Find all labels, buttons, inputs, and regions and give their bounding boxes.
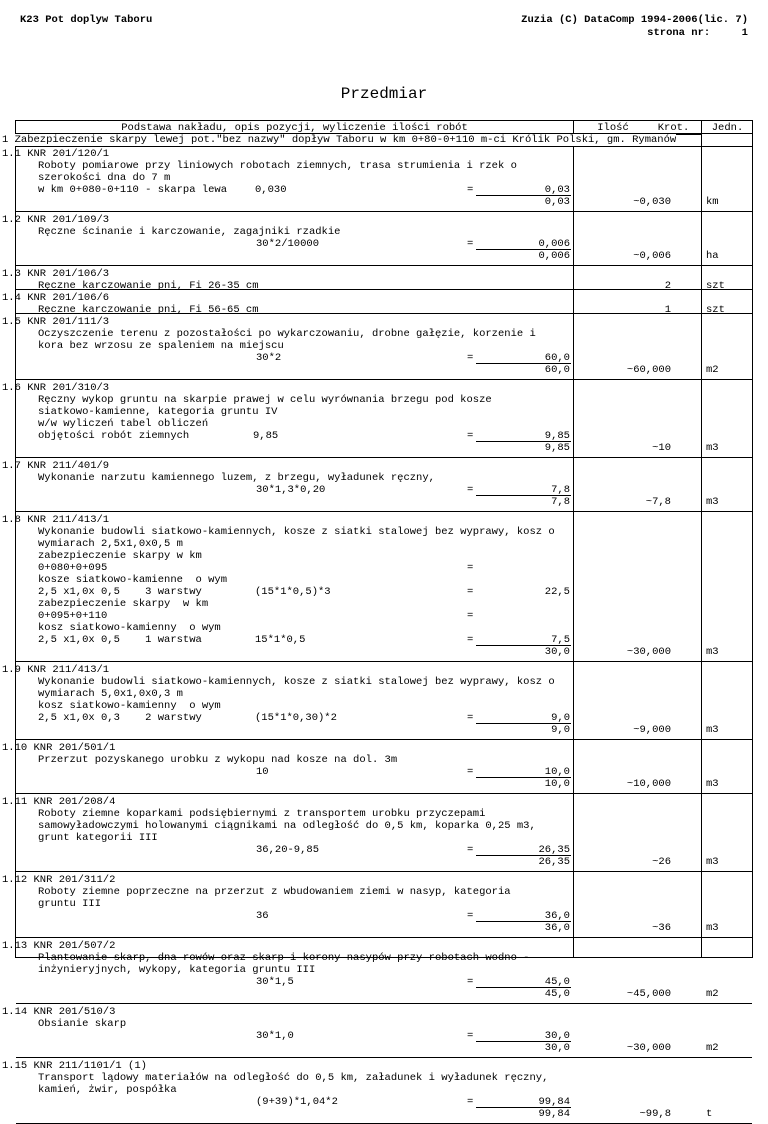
item-description: w/w wyliczeń tabel obliczeń — [38, 418, 209, 430]
calc-value: 45,0 — [544, 976, 570, 988]
item-sum: 99,84 — [538, 1108, 570, 1120]
item-sum: 36,0 — [544, 922, 570, 934]
col-header-qty: Ilość — [597, 122, 629, 134]
item-basis: KNR 201/208/4 — [33, 796, 116, 808]
calc-value: 10,0 — [544, 766, 570, 778]
item-quantity: ~99,8 — [639, 1108, 671, 1120]
item-number: 1.13 — [2, 940, 28, 952]
row-divider — [16, 1003, 752, 1004]
row-divider — [16, 739, 752, 740]
item-description: Wykonanie budowli siatkowo-kamiennych, kosze z siatki stalowej bez wyprawy, kosz o — [38, 676, 555, 688]
section-divider — [16, 146, 752, 147]
calc-equals: = — [467, 634, 474, 646]
col-header-krot: Krot. — [646, 122, 701, 135]
calc-equals: = — [467, 910, 474, 922]
item-quantity: ~0,006 — [633, 250, 671, 262]
calc-expression: 9,85 — [253, 430, 279, 442]
item-description: Wykonanie narzutu kamiennego luzem, z brzegu, wyładunek ręczny, — [38, 472, 435, 484]
calc-equals: = — [467, 766, 474, 778]
row-divider — [16, 937, 752, 938]
item-description: Plantowanie skarp, dna rowów oraz skarp i korony nasypów przy robotach wodno - — [38, 952, 530, 964]
item-quantity: ~9,000 — [633, 724, 671, 736]
item-sum: 30,0 — [544, 646, 570, 658]
item-sum: 26,35 — [538, 856, 570, 868]
item-sum: 60,0 — [544, 364, 570, 376]
calc-value: 36,0 — [544, 910, 570, 922]
calc-equals: = — [467, 844, 474, 856]
item-basis: KNR 201/106/3 — [27, 268, 110, 280]
item-description: Transport lądowy materiałów na odległość do 0,5 km, załadunek i wyładunek ręczny, — [38, 1072, 549, 1084]
item-number: 1.14 — [2, 1006, 28, 1018]
item-unit: m2 — [706, 364, 719, 376]
calc-value: 26,35 — [538, 844, 570, 856]
row-divider — [16, 457, 752, 458]
item-unit: m3 — [706, 856, 719, 868]
item-description: grunt kategorii III — [38, 832, 158, 844]
item-description: Ręczne ścinanie i karczowanie, zagajniki rzadkie — [38, 226, 341, 238]
item-sum: 10,0 — [544, 778, 570, 790]
row-divider — [16, 661, 752, 662]
item-unit: szt — [706, 304, 725, 316]
estimate-table — [2, 120, 753, 1120]
item-quantity: ~10 — [652, 442, 671, 454]
calc-equals: = — [467, 184, 474, 196]
calc-equals: = — [467, 430, 474, 442]
calc-text: kosze siatkowo-kamienne o wym — [38, 574, 228, 586]
calc-expression: 15*1*0,5 — [255, 634, 306, 646]
calc-text: w km 0+080-0+110 - skarpa lewa — [38, 184, 228, 196]
item-description: Ręczne karczowanie pni, Fi 26-35 cm — [38, 280, 259, 292]
item-basis: KNR 201/310/3 — [27, 382, 110, 394]
row-divider — [16, 793, 752, 794]
item-unit: ha — [706, 250, 719, 262]
calc-text: objętości robót ziemnych — [38, 430, 190, 442]
calc-expression: 30*1,5 — [256, 976, 294, 988]
item-description: zabezpieczenie skarpy w km — [38, 550, 202, 562]
item-basis: KNR 201/501/1 — [33, 742, 116, 754]
item-quantity: 2 — [664, 280, 671, 292]
item-basis: KNR 211/413/1 — [27, 664, 110, 676]
item-description: Roboty ziemne koparkami podsiębiernymi z transportem urobku przyczepami — [38, 808, 486, 820]
calc-expression: (9+39)*1,04*2 — [256, 1096, 338, 1108]
calc-value: 9,85 — [544, 430, 570, 442]
calc-equals: = — [467, 484, 474, 496]
unit-column-divider — [701, 121, 702, 957]
item-sum: 45,0 — [544, 988, 570, 1000]
item-basis: KNR 201/507/2 — [33, 940, 116, 952]
item-quantity: ~60,000 — [626, 364, 671, 376]
item-description: Ręczny wykop gruntu na skarpie prawej w celu wyrównania brzegu pod kosze — [38, 394, 492, 406]
calc-text: 0+080+0+095 — [38, 562, 108, 574]
row-divider — [16, 871, 752, 872]
calc-expression: (15*1*0,30)*2 — [255, 712, 337, 724]
calc-value: 60,0 — [544, 352, 570, 364]
calc-equals: = — [467, 976, 474, 988]
item-number: 1.3 — [2, 268, 21, 280]
calc-value: 7,8 — [551, 484, 570, 496]
item-unit: m3 — [706, 922, 719, 934]
row-divider — [16, 379, 752, 380]
item-description: gruntu III — [38, 898, 102, 910]
item-description: samowyładowczymi holowanymi ciągnikami na odległość do 0,5 km, koparka 0,25 m3, — [38, 820, 536, 832]
item-basis: KNR 201/311/2 — [33, 874, 116, 886]
item-unit: m3 — [706, 442, 719, 454]
item-description: Przerzut pozyskanego urobku z wykopu nad kosze na dol. 3m — [38, 754, 398, 766]
item-number: 1.6 — [2, 382, 21, 394]
item-quantity: ~36 — [652, 922, 671, 934]
page-number: strona nr: 1 — [647, 27, 748, 39]
row-divider — [16, 289, 752, 290]
item-basis: KNR 211/413/1 — [27, 514, 110, 526]
calc-expression: 30*1,0 — [256, 1030, 294, 1042]
item-quantity: 1 — [664, 304, 671, 316]
software-info: Zuzia (C) DataComp 1994-2006(lic. 7) — [521, 14, 748, 26]
item-basis: KNR 211/401/9 — [27, 460, 110, 472]
item-description: Wykonanie budowli siatkowo-kamiennych, kosze z siatki stalowej bez wyprawy, kosz o — [38, 526, 555, 538]
item-quantity: ~45,000 — [626, 988, 671, 1000]
item-quantity: ~0,030 — [633, 196, 671, 208]
item-unit: m2 — [706, 1042, 719, 1054]
item-description: Oczyszczenie terenu z pozostałości po wykarczowaniu, drobne gałęzie, korzenie i — [38, 328, 536, 340]
item-description: inżynieryjnych, wykopy, kategoria gruntu III — [38, 964, 316, 976]
calc-value: 30,0 — [544, 1030, 570, 1042]
item-unit: m3 — [706, 646, 719, 658]
item-basis: KNR 201/120/1 — [27, 148, 110, 160]
item-number: 1.2 — [2, 214, 21, 226]
item-description: Roboty ziemne poprzeczne na przerzut z wbudowaniem ziemi w nasyp, kategoria — [38, 886, 511, 898]
item-number: 1.5 — [2, 316, 21, 328]
item-unit: szt — [706, 280, 725, 292]
item-sum: 9,85 — [544, 442, 570, 454]
item-unit: m3 — [706, 778, 719, 790]
calc-equals: = — [467, 562, 474, 574]
row-divider — [16, 265, 752, 266]
item-sum: 7,8 — [551, 496, 570, 508]
row-divider — [16, 313, 752, 314]
item-unit: km — [706, 196, 719, 208]
calc-equals: = — [467, 238, 474, 250]
calc-value: 9,0 — [551, 712, 570, 724]
item-description: siatkowo-kamienne, kategoria gruntu IV — [38, 406, 278, 418]
item-description: Obsianie skarp — [38, 1018, 127, 1030]
calc-text: kosz siatkowo-kamienny o wym — [38, 622, 221, 634]
item-description: szerokości dna do 7 m — [38, 172, 171, 184]
item-description: kamień, żwir, pospółka — [38, 1084, 177, 1096]
calc-equals: = — [467, 352, 474, 364]
item-sum: 9,0 — [551, 724, 570, 736]
calc-text: 2,5 x1,0x 0,3 2 warstwy — [38, 712, 202, 724]
calc-equals: = — [467, 712, 474, 724]
row-divider — [16, 211, 752, 212]
item-sum: 0,006 — [538, 250, 570, 262]
calc-expression: (15*1*0,5)*3 — [255, 586, 331, 598]
item-description: kosz siatkowo-kamienny o wym — [38, 700, 221, 712]
item-number: 1.10 — [2, 742, 28, 754]
calc-expression: 30*2/10000 — [256, 238, 320, 250]
calc-value: 0,03 — [544, 184, 570, 196]
calc-expression: 36 — [256, 910, 269, 922]
page-title: Przedmiar — [340, 85, 428, 103]
item-number: 1.9 — [2, 664, 21, 676]
calc-value: 22,5 — [544, 586, 570, 598]
section-title: 1 Zabezpieczenie skarpy lewej pot."bez nazwy" dopływ Taboru w km 0+80-0+110 m-ci Królik Polski, gm. Rymanów — [2, 134, 677, 146]
col-header-desc: Podstawa nakładu, opis pozycji, wyliczenie ilości robót — [121, 122, 468, 134]
calc-equals: = — [467, 610, 474, 622]
item-sum: 30,0 — [544, 1042, 570, 1054]
item-number: 1.12 — [2, 874, 28, 886]
calc-expression: 0,030 — [255, 184, 287, 196]
item-sum: 0,03 — [544, 196, 570, 208]
item-quantity: ~7,8 — [645, 496, 671, 508]
col-header-unit: Jedn. — [711, 122, 744, 134]
qty-column-divider — [573, 121, 574, 957]
item-description: wymiarach 2,5x1,0x0,5 m — [38, 538, 183, 550]
item-unit: m2 — [706, 988, 719, 1000]
item-basis: KNR 211/1101/1 (1) — [33, 1060, 147, 1072]
calc-value: 0,006 — [538, 238, 570, 250]
row-divider — [16, 511, 752, 512]
calc-equals: = — [467, 1096, 474, 1108]
item-quantity: ~30,000 — [626, 1042, 671, 1054]
calc-equals: = — [467, 586, 474, 598]
item-number: 1.7 — [2, 460, 21, 472]
calc-expression: 30*1,3*0,20 — [256, 484, 326, 496]
item-quantity: ~10,000 — [626, 778, 671, 790]
item-number: 1.15 — [2, 1060, 28, 1072]
item-number: 1.1 — [2, 148, 21, 160]
item-description: Ręczne karczowanie pni, Fi 56-65 cm — [38, 304, 259, 316]
calc-expression: 36,20-9,85 — [256, 844, 320, 856]
calc-value: 7,5 — [551, 634, 570, 646]
calc-text: 2,5 x1,0x 0,5 3 warstwy — [38, 586, 202, 598]
calc-text: 2,5 x1,0x 0,5 1 warstwa — [38, 634, 202, 646]
item-unit: t — [706, 1108, 713, 1120]
item-basis: KNR 201/111/3 — [27, 316, 110, 328]
calc-text: 0+095+0+110 — [38, 610, 108, 622]
item-number: 1.4 — [2, 292, 21, 304]
item-quantity: ~26 — [652, 856, 671, 868]
calc-expression: 10 — [256, 766, 269, 778]
item-description: kora bez wrzosu ze spaleniem na miejscu — [38, 340, 284, 352]
item-basis: KNR 201/510/3 — [33, 1006, 116, 1018]
item-number: 1.8 — [2, 514, 21, 526]
document-name: K23 Pot doplyw Taboru — [20, 14, 153, 26]
calc-equals: = — [467, 1030, 474, 1042]
item-number: 1.11 — [2, 796, 28, 808]
item-unit: m3 — [706, 496, 719, 508]
calc-expression: 30*2 — [256, 352, 282, 364]
item-description: Roboty pomiarowe przy liniowych robotach ziemnych, trasa strumienia i rzek o — [38, 160, 517, 172]
item-description: wymiarach 5,0x1,0x0,3 m — [38, 688, 183, 700]
item-quantity: ~30,000 — [626, 646, 671, 658]
calc-value: 99,84 — [538, 1096, 570, 1108]
item-unit: m3 — [706, 724, 719, 736]
row-divider — [16, 1057, 752, 1058]
item-basis: KNR 201/109/3 — [27, 214, 110, 226]
calc-text: zabezpieczenie skarpy w km — [38, 598, 209, 610]
item-basis: KNR 201/106/6 — [27, 292, 110, 304]
